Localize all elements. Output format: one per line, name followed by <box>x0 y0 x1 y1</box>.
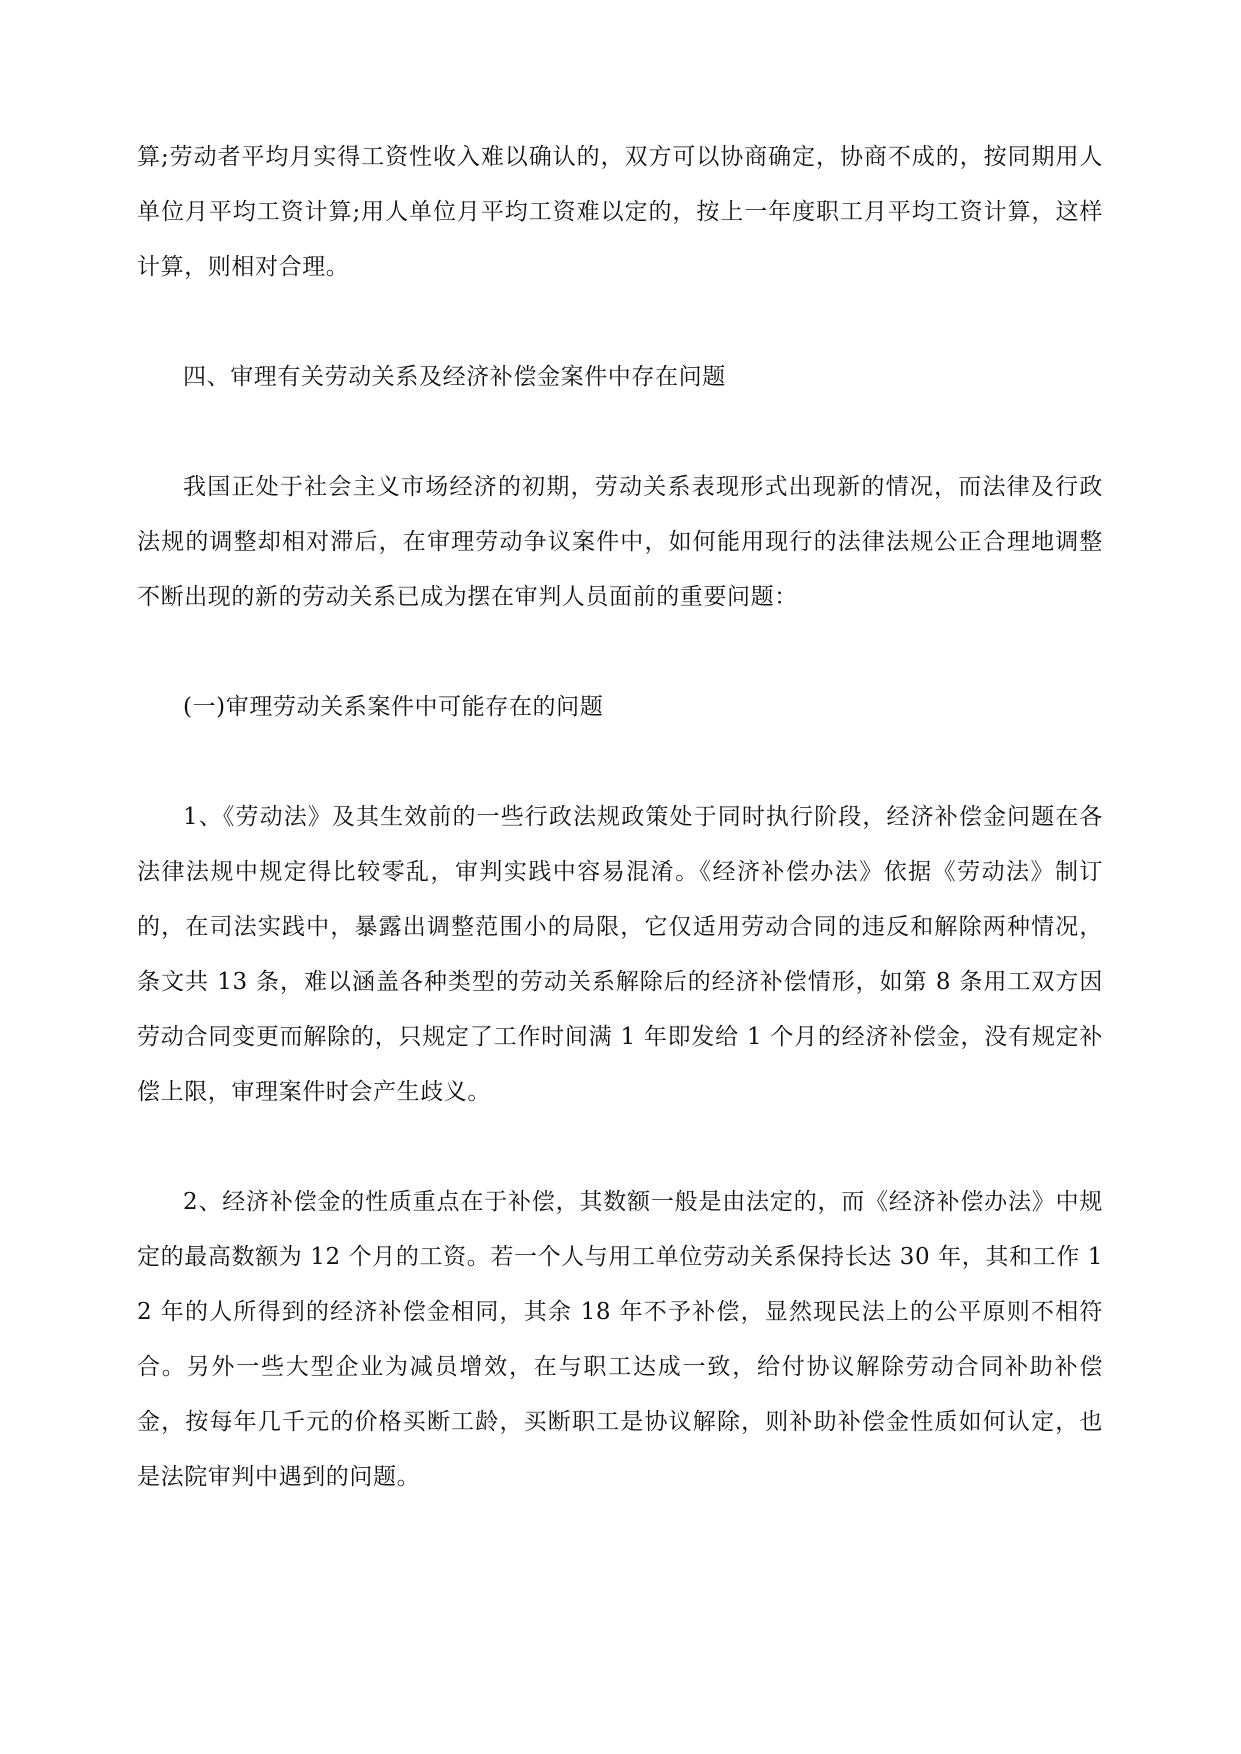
document-body <box>137 130 1103 1560</box>
subsection-heading-one: (一)审理劳动关系案件中可能存在的问题 <box>183 694 604 720</box>
paragraph-continuation: 算;劳动者平均月实得工资性收入难以确认的，双方可以协商确定，协商不成的，按同期用人单位月平均工资计算;用人单位月平均工资难以定的，按上一年度职工月平均工资计算，这样计算，则相对合理。 <box>137 144 1103 280</box>
paragraph-point-1: 1、《劳动法》及其生效前的一些行政法规政策处于同时执行阶段，经济补偿金问题在各法律法规中规定得比较零乱，审判实践中容易混淆。《经济补偿办法》依据《劳动法》制订的，在司法实践中，暴露出调整范围小的局限，它仅适用劳动合同的违反和解除两种情况，条文共 13 条，难以涵盖各种类型的劳动关系解除后的经济补偿情形，如第 8 条用工双方因劳动合同变更而解除的，只规定了工作时间满 1 年即发给 1 个月的经济补偿金，没有规定补偿上限，审理案件时会产生歧义。 <box>137 804 1103 1105</box>
paragraph-intro: 我国正处于社会主义市场经济的初期，劳动关系表现形式出现新的情况，而法律及行政法规的调整却相对滞后，在审理劳动争议案件中，如何能用现行的法律法规公正合理地调整不断出现的新的劳动关系已成为摆在审判人员面前的重要问题： <box>137 474 1103 610</box>
paragraph-point-2: 2、经济补偿金的性质重点在于补偿，其数额一般是由法定的，而《经济补偿办法》中规定的最高数额为 12 个月的工资。若一个人与用工单位劳动关系保持长达 30 年，其和工作 12 年的人所得到的经济补偿金相同，其余 18 年不予补偿，显然现民法上的公平原则不相符合。另外一些大型企业为减员增效，在与职工达成一致，给付协议解除劳动合同补助补偿金，按每年几千元的价格买断工龄，买断职工是协议解除，则补助补偿金性质如何认定，也是法院审判中遇到的问题。 <box>137 1189 1103 1490</box>
section-heading-four: 四、审理有关劳动关系及经济补偿金案件中存在问题 <box>183 364 726 390</box>
